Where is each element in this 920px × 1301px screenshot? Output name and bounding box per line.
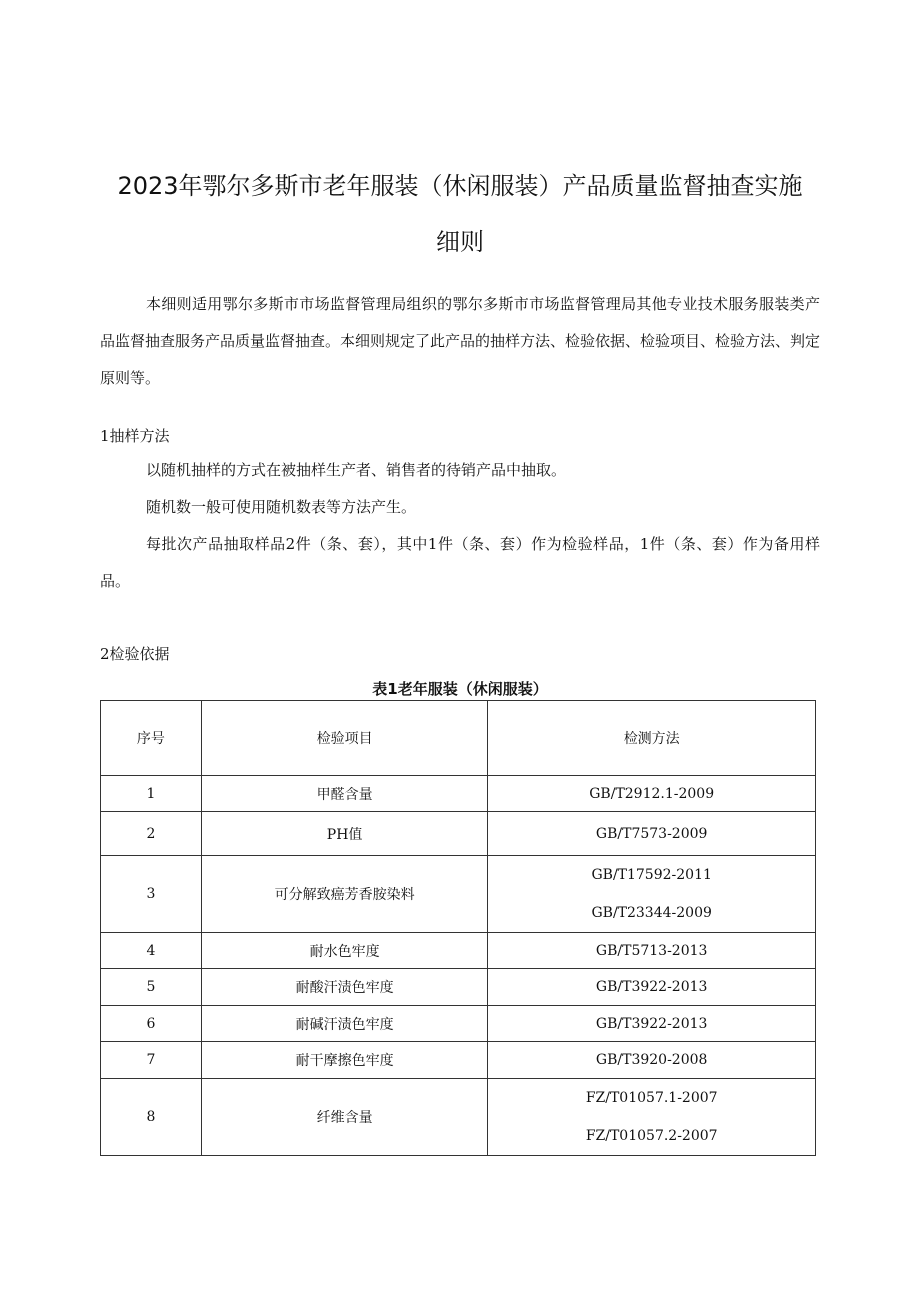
header-no: 序号 [101,701,202,776]
section1-heading: 1抽样方法 [100,427,170,445]
row-item: 纤维含量 [201,1079,488,1156]
intro-paragraph: 本细则适用鄂尔多斯市市场监督管理局组织的鄂尔多斯市市场监督管理局其他专业技术服务服装类产品监督抽查服务产品质量监督抽查。本细则规定了此产品的抽样方法、检验依据、检验项目、检验方法、判定原则等。 [100,295,821,387]
row-number: 6 [101,1006,202,1042]
document-title-line2: 细则 [436,228,484,256]
inspection-table [100,700,816,1156]
row-number: 1 [101,776,202,812]
table-row [101,856,816,933]
table-row [101,933,816,969]
header-method: 检测方法 [488,701,816,776]
table-body [101,776,816,1156]
method-standard: FZ/T01057.1-2007 [585,1090,718,1106]
row-item: 耐干摩擦色牢度 [201,1042,488,1079]
table-row [101,1006,816,1042]
method-standard: GB/T2912.1-2009 [589,785,715,802]
row-item: 耐水色牢度 [201,933,488,969]
row-number: 2 [101,812,202,856]
method-standard: GB/T3922-2013 [595,1015,708,1032]
row-number: 7 [101,1042,202,1079]
header-item: 检验项目 [201,701,488,776]
method-standard: GB/T3922-2013 [595,979,708,995]
row-item: 可分解致癌芳香胺染料 [201,856,488,933]
row-item: PH值 [201,812,488,856]
method-standard: GB/T3920-2008 [595,1052,708,1068]
row-methods [488,1079,816,1156]
row-methods [488,776,816,812]
row-methods [488,969,816,1006]
row-number: 5 [101,969,202,1006]
table-row [101,1042,816,1079]
row-methods [488,1006,816,1042]
row-number: 8 [101,1079,202,1156]
section2-heading: 2检验依据 [100,645,170,663]
row-number: 4 [101,933,202,969]
table-row [101,776,816,812]
method-standard: FZ/T01057.2-2007 [585,1128,718,1144]
row-item: 甲醛含量 [201,776,488,812]
row-item: 耐酸汗渍色牢度 [201,969,488,1006]
table-caption: 表1老年服装（休闲服装） [372,680,548,698]
section1-paragraph-3: 每批次产品抽取样品2件（条、套），其中1件（条、套）作为检验样品，1件（条、套）作为备用样品。 [100,535,820,590]
row-methods [488,933,816,969]
method-standard: GB/T17592-2011 [591,867,712,883]
table-row [101,969,816,1006]
section1-paragraph-1: 以随机抽样的方式在被抽样生产者、销售者的待销产品中抽取。 [146,461,567,479]
row-methods [488,1042,816,1079]
row-item: 耐碱汗渍色牢度 [201,1006,488,1042]
method-standard: GB/T5713-2013 [595,942,708,959]
section1-paragraph-2: 随机数一般可使用随机数表等方法产生。 [146,498,417,516]
table-row [101,812,816,856]
row-methods [488,812,816,856]
row-number: 3 [101,856,202,933]
method-standard: GB/T23344-2009 [591,905,712,921]
document-title-line1: 2023年鄂尔多斯市老年服装（休闲服装）产品质量监督抽查实施 [117,172,803,200]
table-header-row [101,701,816,776]
table-row [101,1079,816,1156]
method-standard: GB/T7573-2009 [595,825,708,842]
row-methods [488,856,816,933]
